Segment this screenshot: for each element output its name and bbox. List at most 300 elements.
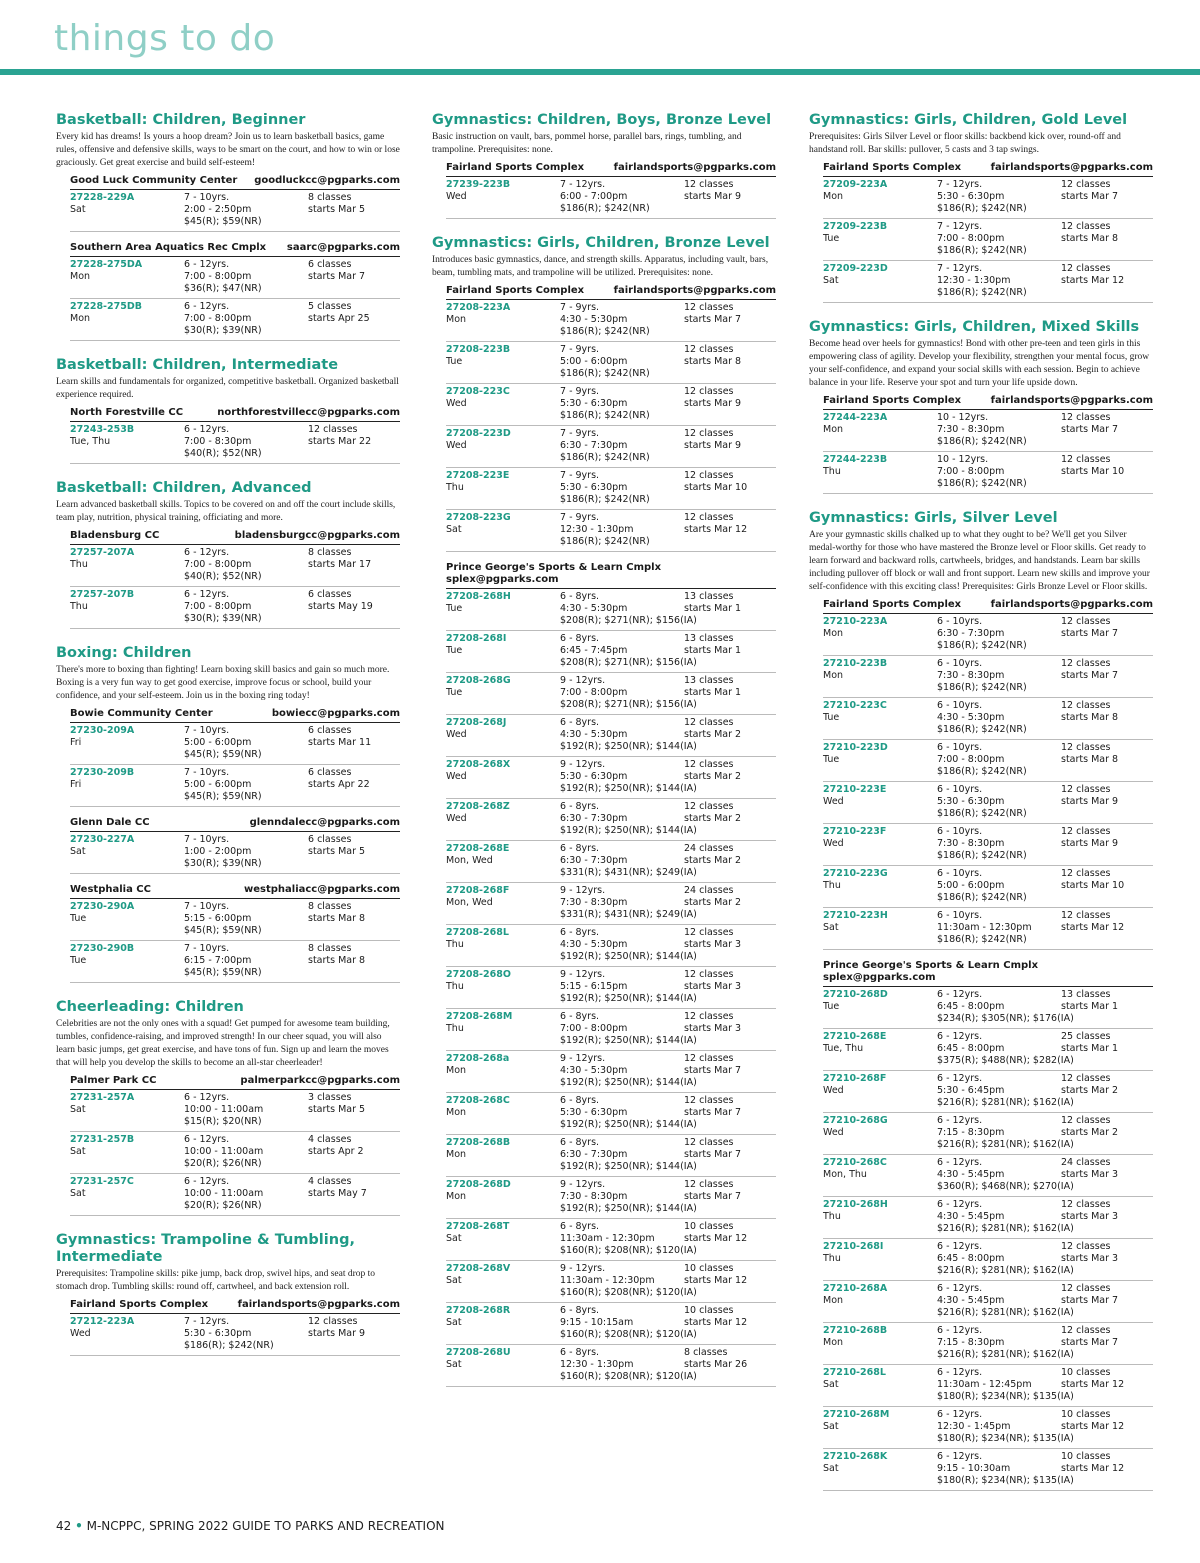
class-details xyxy=(560,512,684,536)
class-left xyxy=(446,759,560,783)
class-count: 12 classes xyxy=(684,512,734,523)
class-left xyxy=(446,1011,560,1035)
class-days: Tue xyxy=(823,1001,840,1012)
class-ages: 6 - 12yrs. xyxy=(937,1115,983,1126)
class-time: 6:30 - 7:30pm xyxy=(937,628,1005,639)
class-time: 7:30 - 8:30pm xyxy=(560,897,628,908)
class-start: starts Mar 7 xyxy=(684,1107,742,1118)
class-code[interactable]: 27208-268H xyxy=(446,591,511,602)
class-code[interactable]: 27210-268G xyxy=(823,1115,888,1126)
class-code[interactable]: 27231-257C xyxy=(70,1176,134,1187)
class-code[interactable]: 27208-223B xyxy=(446,344,511,355)
class-time: 5:30 - 6:30pm xyxy=(937,191,1005,202)
class-start: starts Mar 12 xyxy=(684,524,748,535)
class-ages: 6 - 8yrs. xyxy=(560,1095,600,1106)
class-left xyxy=(446,1305,560,1329)
class-left xyxy=(823,1241,937,1265)
class-code[interactable]: 27244-223A xyxy=(823,412,888,423)
facility-spacer xyxy=(56,232,400,240)
class-start: starts Mar 12 xyxy=(684,1275,748,1286)
class-session xyxy=(1061,910,1153,934)
class-row xyxy=(70,545,400,587)
class-code[interactable]: 27257-207A xyxy=(70,547,135,558)
class-details xyxy=(560,1179,684,1203)
class-details xyxy=(560,759,684,783)
activity-title: Basketball: Children, Advanced xyxy=(56,480,312,496)
class-time: 6:00 - 7:00pm xyxy=(560,191,628,202)
class-fee: $186(R); $242(NR) xyxy=(937,892,1027,903)
facility-email[interactable]: westphaliacc@pgparks.com xyxy=(243,884,400,895)
class-left xyxy=(446,512,560,536)
class-left xyxy=(823,1283,937,1307)
class-row xyxy=(446,1219,776,1261)
class-code[interactable]: 27208-268Z xyxy=(446,801,510,812)
class-left xyxy=(70,1092,184,1116)
class-days: Sat xyxy=(823,275,839,286)
class-time: 9:15 - 10:15am xyxy=(560,1317,634,1328)
class-details xyxy=(184,192,308,216)
class-code[interactable]: 27208-268V xyxy=(446,1263,511,1274)
class-ages: 10 - 12yrs. xyxy=(937,412,989,423)
class-days: Tue xyxy=(823,712,840,723)
class-code[interactable]: 27210-223D xyxy=(823,742,888,753)
class-details xyxy=(560,675,684,699)
class-time: 7:00 - 8:00pm xyxy=(937,466,1005,477)
class-fee: $186(R); $242(NR) xyxy=(937,436,1027,447)
class-time: 4:30 - 5:45pm xyxy=(937,1211,1005,1222)
class-left xyxy=(446,591,560,615)
class-row xyxy=(823,614,1153,656)
class-time: 7:15 - 8:30pm xyxy=(937,1127,1005,1138)
class-ages: 6 - 10yrs. xyxy=(937,910,983,921)
class-code[interactable]: 27208-223C xyxy=(446,386,510,397)
class-code[interactable]: 27208-268O xyxy=(446,969,511,980)
class-start: starts Mar 1 xyxy=(684,603,742,614)
class-code[interactable]: 27230-290B xyxy=(70,943,135,954)
class-code[interactable]: 27210-268H xyxy=(823,1199,888,1210)
class-ages: 6 - 8yrs. xyxy=(560,927,600,938)
class-time: 7:00 - 8:00pm xyxy=(184,559,252,570)
class-time: 12:30 - 1:45pm xyxy=(937,1421,1011,1432)
class-code[interactable]: 27210-268I xyxy=(823,1241,884,1252)
class-row xyxy=(823,261,1153,303)
class-left xyxy=(70,1134,184,1158)
class-time: 6:30 - 7:30pm xyxy=(560,813,628,824)
class-details xyxy=(560,302,684,326)
class-code[interactable]: 27210-268K xyxy=(823,1451,888,1462)
class-session xyxy=(684,1347,776,1371)
facility-name: Fairland Sports Complex xyxy=(823,162,962,173)
class-code[interactable]: 27208-223A xyxy=(446,302,511,313)
class-session xyxy=(684,386,776,410)
class-count: 12 classes xyxy=(1061,1241,1111,1252)
class-code[interactable]: 27210-268C xyxy=(823,1157,887,1168)
class-code[interactable]: 27212-223A xyxy=(70,1316,135,1327)
class-code[interactable]: 27210-223A xyxy=(823,616,888,627)
class-details xyxy=(937,179,1061,203)
class-code[interactable]: 27239-223B xyxy=(446,179,511,190)
facility-block xyxy=(70,240,400,341)
class-left xyxy=(823,1199,937,1223)
class-fee: $216(R); $281(NR); $162(IA) xyxy=(937,1097,1074,1108)
facility-email[interactable]: goodluckcc@pgparks.com xyxy=(254,175,400,186)
class-code[interactable]: 27244-223B xyxy=(823,454,888,465)
class-start: starts Mar 8 xyxy=(1061,233,1119,244)
column-2 xyxy=(432,112,776,1403)
facility-name: Good Luck Community Center xyxy=(70,175,238,186)
class-days: Mon, Wed xyxy=(446,897,493,908)
class-count: 12 classes xyxy=(684,386,734,397)
class-row xyxy=(446,177,776,219)
facility-email[interactable]: splex@pgparks.com xyxy=(446,574,559,585)
facility-email[interactable]: fairlandsports@pgparks.com xyxy=(990,599,1153,610)
class-fee: $186(R); $242(NR) xyxy=(937,724,1027,735)
class-code[interactable]: 27210-268B xyxy=(823,1325,888,1336)
class-code[interactable]: 27231-257A xyxy=(70,1092,135,1103)
activity-section xyxy=(56,645,400,983)
class-count: 12 classes xyxy=(1061,826,1111,837)
class-row xyxy=(823,1407,1153,1449)
class-code[interactable]: 27230-209B xyxy=(70,767,135,778)
class-left xyxy=(446,428,560,452)
class-days: Tue xyxy=(70,955,87,966)
class-left xyxy=(823,454,937,478)
class-start: starts Mar 9 xyxy=(1061,796,1119,807)
class-fee: $331(R); $431(NR); $249(IA) xyxy=(560,909,697,920)
class-count: 12 classes xyxy=(1061,221,1111,232)
facility-email[interactable]: saarc@pgparks.com xyxy=(286,242,400,253)
class-time: 5:30 - 6:30pm xyxy=(560,398,628,409)
class-session xyxy=(684,675,776,699)
page-footer xyxy=(56,1519,445,1533)
class-start: starts Mar 8 xyxy=(684,356,742,367)
class-left xyxy=(823,1451,937,1475)
class-fee: $331(R); $431(NR); $249(IA) xyxy=(560,867,697,878)
class-count: 12 classes xyxy=(684,302,734,313)
facility-block xyxy=(823,393,1153,494)
class-start: starts Mar 2 xyxy=(684,729,742,740)
class-session xyxy=(1061,826,1153,850)
class-session xyxy=(308,301,400,325)
class-code[interactable]: 27208-268G xyxy=(446,675,511,686)
class-session xyxy=(1061,454,1153,478)
class-days: Wed xyxy=(446,398,467,409)
class-days: Tue xyxy=(446,687,463,698)
class-code[interactable]: 27208-268X xyxy=(446,759,511,770)
facility-email[interactable]: fairlandsports@pgparks.com xyxy=(990,162,1153,173)
class-ages: 6 - 12yrs. xyxy=(184,589,230,600)
class-code[interactable]: 27230-227A xyxy=(70,834,135,845)
class-row xyxy=(446,1345,776,1387)
class-code[interactable]: 27208-268T xyxy=(446,1221,510,1232)
class-session xyxy=(684,470,776,494)
class-code[interactable]: 27209-223A xyxy=(823,179,888,190)
class-fee: $234(R); $305(NR); $176(IA) xyxy=(937,1013,1074,1024)
class-left xyxy=(823,989,937,1013)
class-code[interactable]: 27208-268a xyxy=(446,1053,510,1064)
class-code[interactable]: 27210-268E xyxy=(823,1031,887,1042)
facility-header xyxy=(70,240,400,257)
class-days: Mon xyxy=(446,1107,467,1118)
class-session xyxy=(1061,700,1153,724)
class-details xyxy=(560,1305,684,1329)
class-details xyxy=(560,1137,684,1161)
class-ages: 7 - 9yrs. xyxy=(560,512,600,523)
class-time: 10:00 - 11:00am xyxy=(184,1104,264,1115)
facility-header xyxy=(446,283,776,300)
class-days: Mon xyxy=(446,1065,467,1076)
class-fee: $186(R); $242(NR) xyxy=(560,494,650,505)
class-time: 10:00 - 11:00am xyxy=(184,1146,264,1157)
activity-title: Basketball: Children, Intermediate xyxy=(56,357,339,373)
class-time: 12:30 - 1:30pm xyxy=(560,1359,634,1370)
class-start: starts Mar 10 xyxy=(684,482,748,493)
class-time: 11:30am - 12:30pm xyxy=(560,1233,655,1244)
class-session xyxy=(684,1179,776,1203)
class-days: Mon xyxy=(823,628,844,639)
class-days: Thu xyxy=(446,482,464,493)
class-count: 12 classes xyxy=(308,1316,358,1327)
class-session xyxy=(308,901,400,925)
facility-email[interactable]: fairlandsports@pgparks.com xyxy=(613,162,776,173)
class-code[interactable]: 27228-229A xyxy=(70,192,135,203)
class-code[interactable]: 27208-268M xyxy=(446,1011,513,1022)
class-count: 12 classes xyxy=(1061,1283,1111,1294)
class-code[interactable]: 27209-223D xyxy=(823,263,888,274)
facility-email[interactable]: splex@pgparks.com xyxy=(823,972,936,983)
class-start: starts Mar 2 xyxy=(684,813,742,824)
class-time: 7:30 - 8:30pm xyxy=(937,670,1005,681)
class-days: Mon, Thu xyxy=(823,1169,867,1180)
class-start: starts Mar 10 xyxy=(1061,466,1125,477)
facility-email[interactable]: fairlandsports@pgparks.com xyxy=(613,285,776,296)
class-ages: 7 - 12yrs. xyxy=(560,179,606,190)
class-start: starts Mar 12 xyxy=(1061,275,1125,286)
facility-email[interactable]: glenndalecc@pgparks.com xyxy=(249,817,400,828)
activity-title: Gymnastics: Girls, Children, Gold Level xyxy=(809,112,1128,128)
class-code[interactable]: 27208-268U xyxy=(446,1347,511,1358)
class-code[interactable]: 27208-268B xyxy=(446,1137,511,1148)
class-count: 24 classes xyxy=(1061,1157,1111,1168)
class-row xyxy=(446,426,776,468)
class-time: 9:15 - 10:30am xyxy=(937,1463,1011,1474)
class-ages: 9 - 12yrs. xyxy=(560,759,606,770)
class-left xyxy=(823,179,937,203)
class-days: Mon xyxy=(823,424,844,435)
facility-header xyxy=(446,160,776,177)
class-ages: 6 - 8yrs. xyxy=(560,717,600,728)
class-days: Tue, Thu xyxy=(823,1043,864,1054)
class-ages: 6 - 10yrs. xyxy=(937,742,983,753)
class-fee: $180(R); $234(NR); $135(IA) xyxy=(937,1433,1074,1444)
class-fee: $180(R); $234(NR); $135(IA) xyxy=(937,1475,1074,1486)
class-start: starts May 19 xyxy=(308,601,373,612)
class-code[interactable]: 27230-290A xyxy=(70,901,135,912)
class-code[interactable]: 27208-223D xyxy=(446,428,511,439)
class-row xyxy=(446,883,776,925)
class-fee: $192(R); $250(NR); $144(IA) xyxy=(560,993,697,1004)
activity-description: Become head over heels for gymnastics! Bond with other pre-teen and teen girls in this empowering class of agility. Develop your flexibility, strengthen your mental focus, grow your self-confidence, and expand your social skills with each session. Begin to achieve balance in your life. Reserve your spot and turn your life upside down. xyxy=(809,339,1150,388)
class-time: 5:30 - 6:45pm xyxy=(937,1085,1005,1096)
class-code[interactable]: 27210-268F xyxy=(823,1073,887,1084)
class-code[interactable]: 27210-223B xyxy=(823,658,888,669)
class-count: 6 classes xyxy=(308,767,352,778)
class-fee: $192(R); $250(NR); $144(IA) xyxy=(560,1077,697,1088)
class-code[interactable]: 27208-268J xyxy=(446,717,507,728)
class-code[interactable]: 27208-223G xyxy=(446,512,511,523)
class-code[interactable]: 27210-223G xyxy=(823,868,888,879)
facility-header xyxy=(70,706,400,723)
class-session xyxy=(308,589,400,613)
class-details xyxy=(184,943,308,967)
class-left xyxy=(823,1073,937,1097)
facility-block xyxy=(70,1073,400,1216)
class-session xyxy=(1061,1367,1153,1391)
class-start: starts Mar 1 xyxy=(1061,1001,1119,1012)
class-details xyxy=(184,767,308,791)
class-count: 12 classes xyxy=(1061,454,1111,465)
class-left xyxy=(823,1157,937,1181)
class-details xyxy=(560,801,684,825)
class-details xyxy=(184,547,308,571)
class-count: 3 classes xyxy=(308,1092,352,1103)
class-time: 5:00 - 6:00pm xyxy=(184,779,252,790)
class-code[interactable]: 27208-268I xyxy=(446,633,507,644)
facility-email[interactable]: palmerparkcc@pgparks.com xyxy=(240,1075,400,1086)
class-session xyxy=(308,834,400,858)
class-count: 8 classes xyxy=(308,943,352,954)
class-ages: 6 - 8yrs. xyxy=(560,591,600,602)
class-days: Mon xyxy=(823,1295,844,1306)
class-details xyxy=(560,1053,684,1077)
class-left xyxy=(446,1221,560,1245)
class-session xyxy=(684,591,776,615)
activity-title: Basketball: Children, Beginner xyxy=(56,112,306,128)
class-fee: $186(R); $242(NR) xyxy=(560,326,650,337)
class-start: starts Mar 12 xyxy=(1061,922,1125,933)
class-code[interactable]: 27231-257B xyxy=(70,1134,135,1145)
class-row xyxy=(70,899,400,941)
class-code[interactable]: 27209-223B xyxy=(823,221,888,232)
class-code[interactable]: 27228-275DA xyxy=(70,259,143,270)
class-time: 7:00 - 8:00pm xyxy=(560,1023,628,1034)
class-code[interactable]: 27210-268D xyxy=(823,989,888,1000)
class-row xyxy=(823,452,1153,494)
class-left xyxy=(70,301,184,325)
facility-header xyxy=(70,405,400,422)
class-days: Thu xyxy=(70,601,88,612)
class-code[interactable]: 27210-223F xyxy=(823,826,887,837)
class-details xyxy=(937,1157,1061,1181)
class-code[interactable]: 27210-268A xyxy=(823,1283,888,1294)
class-row xyxy=(823,1323,1153,1365)
class-start: starts Mar 9 xyxy=(684,398,742,409)
facility-header xyxy=(446,560,776,589)
class-fee: $192(R); $250(NR); $144(IA) xyxy=(560,741,697,752)
class-days: Mon, Wed xyxy=(446,855,493,866)
class-ages: 6 - 10yrs. xyxy=(937,784,983,795)
class-code[interactable]: 27243-253B xyxy=(70,424,135,435)
class-code[interactable]: 27208-268R xyxy=(446,1305,511,1316)
class-code[interactable]: 27230-209A xyxy=(70,725,135,736)
activity-description: Celebrities are not the only ones with a squad! Get pumped for awesome team building, tumbles, confidence-raising, and improved strength! In our cheer squad, you will also learn basic jumps, get great exercise, and have tons of fun. Sign up and learn the moves that will help you develop the skills to become an all-star cheerleader! xyxy=(56,1019,390,1068)
class-session xyxy=(308,1316,400,1340)
class-code[interactable]: 27208-268E xyxy=(446,843,510,854)
class-left xyxy=(70,901,184,925)
class-start: starts Mar 5 xyxy=(308,204,366,215)
class-code[interactable]: 27257-207B xyxy=(70,589,135,600)
class-ages: 6 - 12yrs. xyxy=(184,301,230,312)
class-days: Sat xyxy=(823,1379,839,1390)
class-fee: $160(R); $208(NR); $120(IA) xyxy=(560,1329,697,1340)
facility-email[interactable]: fairlandsports@pgparks.com xyxy=(990,395,1153,406)
class-code[interactable]: 27210-223C xyxy=(823,700,887,711)
class-time: 5:15 - 6:15pm xyxy=(560,981,628,992)
class-count: 12 classes xyxy=(684,1011,734,1022)
facility-email[interactable]: bowiecc@pgparks.com xyxy=(271,708,400,719)
class-code[interactable]: 27208-223E xyxy=(446,470,510,481)
class-ages: 9 - 12yrs. xyxy=(560,885,606,896)
class-session xyxy=(1061,616,1153,640)
class-fee: $160(R); $208(NR); $120(IA) xyxy=(560,1287,697,1298)
facility-header xyxy=(70,1073,400,1090)
class-fee: $192(R); $250(NR); $144(IA) xyxy=(560,825,697,836)
class-fee: $360(R); $468(NR); $270(IA) xyxy=(937,1181,1074,1192)
facility-email[interactable]: fairlandsports@pgparks.com xyxy=(237,1299,400,1310)
facility-email[interactable]: northforestvillecc@pgparks.com xyxy=(217,407,400,418)
class-fee: $216(R); $281(NR); $162(IA) xyxy=(937,1307,1074,1318)
facility-block xyxy=(70,706,400,807)
class-count: 12 classes xyxy=(1061,1115,1111,1126)
class-time: 7:00 - 8:30pm xyxy=(184,436,252,447)
class-code[interactable]: 27208-268D xyxy=(446,1179,511,1190)
class-session xyxy=(1061,1325,1153,1349)
class-count: 13 classes xyxy=(684,675,734,686)
class-session xyxy=(1061,1451,1153,1475)
class-days: Sat xyxy=(70,204,86,215)
class-code[interactable]: 27228-275DB xyxy=(70,301,142,312)
class-days: Sat xyxy=(446,1317,462,1328)
class-start: starts Mar 2 xyxy=(684,897,742,908)
class-left xyxy=(70,424,184,448)
class-count: 12 classes xyxy=(684,470,734,481)
class-left xyxy=(70,1316,184,1340)
class-count: 12 classes xyxy=(1061,263,1111,274)
class-details xyxy=(937,910,1061,934)
class-time: 5:30 - 6:30pm xyxy=(184,1328,252,1339)
class-code[interactable]: 27208-268F xyxy=(446,885,510,896)
class-ages: 9 - 12yrs. xyxy=(560,675,606,686)
class-code[interactable]: 27210-268L xyxy=(823,1367,886,1378)
class-row xyxy=(70,422,400,464)
class-code[interactable]: 27210-223E xyxy=(823,784,887,795)
class-fee: $186(R); $242(NR) xyxy=(937,682,1027,693)
class-code[interactable]: 27208-268C xyxy=(446,1095,510,1106)
facility-header xyxy=(70,528,400,545)
class-session xyxy=(684,1221,776,1245)
class-code[interactable]: 27210-223H xyxy=(823,910,888,921)
facility-email[interactable]: bladensburgcc@pgparks.com xyxy=(234,530,400,541)
class-count: 8 classes xyxy=(308,547,352,558)
class-count: 6 classes xyxy=(308,725,352,736)
class-row xyxy=(823,1449,1153,1491)
class-time: 5:00 - 6:00pm xyxy=(560,356,628,367)
class-code[interactable]: 27210-268M xyxy=(823,1409,890,1420)
class-days: Tue xyxy=(823,233,840,244)
class-days: Wed xyxy=(446,729,467,740)
class-code[interactable]: 27208-268L xyxy=(446,927,509,938)
activity-section xyxy=(56,112,400,341)
